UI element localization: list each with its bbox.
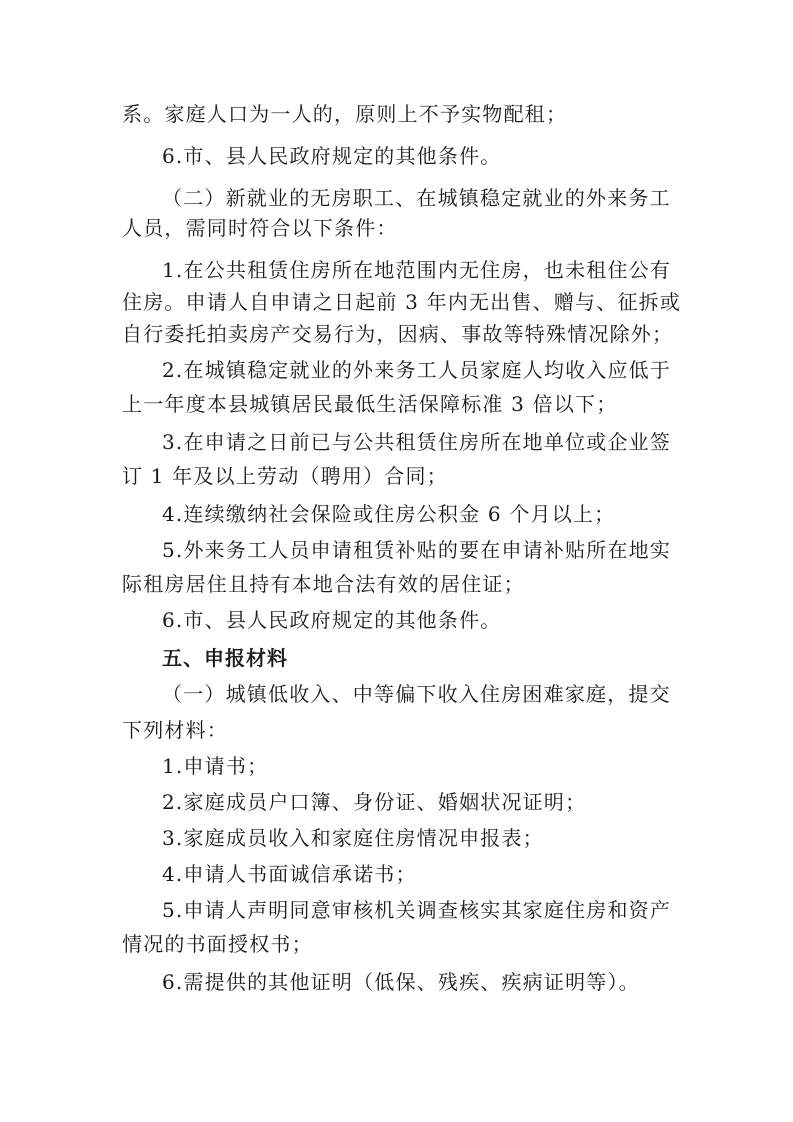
text-line: 1.在公共租赁住房所在地范围内无住房，也未租住公有 <box>162 258 672 282</box>
text-line: 3.在申请之日前已与公共租赁住房所在地单位或企业签 <box>162 430 672 454</box>
text-line: 2.家庭成员户口簿、身份证、婚姻状况证明； <box>162 790 587 814</box>
text-line: 际租房居住且持有本地合法有效的居住证； <box>122 572 525 596</box>
text-line: （一）城镇低收入、中等偏下收入住房困难家庭，提交 <box>162 682 671 706</box>
text-line: 自行委托拍卖房产交易行为，因病、事故等特殊情况除外； <box>122 322 674 346</box>
text-line: 4.连续缴纳社会保险或住房公积金 6 个月以上； <box>162 502 616 526</box>
text-line: 1.申请书； <box>162 754 269 778</box>
section-heading: 五、申报材料 <box>162 646 288 670</box>
text-line: 5.申请人声明同意审核机关调查核实其家庭住房和资产 <box>162 898 672 922</box>
text-line: 人员，需同时符合以下条件： <box>122 216 398 240</box>
text-line: 上一年度本县城镇居民最低生活保障标准 3 倍以下； <box>122 392 618 416</box>
text-line: 订 1 年及以上劳动（聘用）合同； <box>122 464 448 488</box>
text-line: 4.申请人书面诚信承诺书； <box>162 862 417 886</box>
text-line: 系。家庭人口为一人的，原则上不予实物配租； <box>122 102 568 126</box>
text-line: 2.在城镇稳定就业的外来务工人员家庭人均收入应低于 <box>162 358 672 382</box>
text-line: 住房。申请人自申请之日起前 3 年内无出售、赠与、征拆或 <box>122 290 682 314</box>
text-line: 情况的书面授权书； <box>122 932 313 956</box>
text-line: 5.外来务工人员申请租赁补贴的要在申请补贴所在地实 <box>162 538 672 562</box>
text-line: 3.家庭成员收入和家庭住房情况申报表； <box>162 826 544 850</box>
text-line: 下列材料： <box>122 718 228 742</box>
text-line: 6.市、县人民政府规定的其他条件。 <box>162 608 502 632</box>
text-line: （二）新就业的无房职工、在城镇稳定就业的外来务工 <box>162 186 671 210</box>
text-line: 6.市、县人民政府规定的其他条件。 <box>162 144 502 168</box>
text-line: 6.需提供的其他证明（低保、残疾、疾病证明等）。 <box>162 970 640 994</box>
